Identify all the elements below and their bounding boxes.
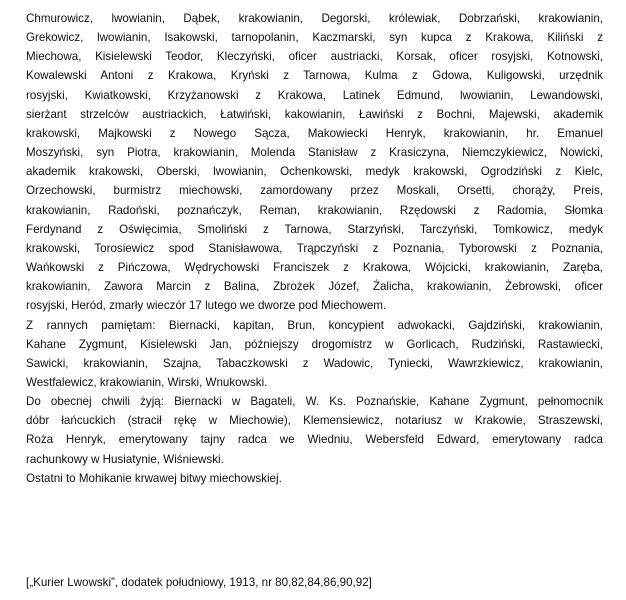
text-line: krakowianin, Zawora Marcin z Balina, Zbrożek Józef, Żalicha, krakowianin, Żebrowski, oficer (26, 280, 603, 294)
text-line: krakowski, Torosiewicz spod Stanisławowa, Trąpczyński z Poznania, Tyborowski z Poznania, (26, 241, 603, 255)
text-line: rachunkowy w Husiatynie, Wiśniewski. (26, 452, 224, 466)
document-body (26, 9, 603, 488)
text-line: Ferdynand z Oświęcimia, Smoliński z Tarnowa, Starzyński, Tarczyński, Tomkowicz, medyk (26, 222, 603, 236)
text-line: Grekowicz, lwowianin, Isakowski, tarnopolanin, Kaczmarski, syn kupca z Krakowa, Kiliński z (26, 31, 603, 45)
text-line: Westfalewicz, krakowianin, Wirski, Wnukowski. (26, 375, 268, 389)
text-line: dóbr łańcuckich (stracił rękę w Miechowie), Klemensiewicz, notariusz w Krakowie, Straszewski, (26, 414, 603, 428)
text-line: Miechowa, Kisielewski Teodor, Kleczyński, oficer austriacki, Korsak, oficer rosyjski, Kotnowski, (26, 50, 603, 64)
text-line: rosyjski, Heród, zmarły wieczór 17 lutego we dworze pod Miechowem. (26, 299, 387, 313)
text-line: Do obecnej chwili żyją: Biernacki w Bagateli, W. Ks. Poznańskie, Kahane Zygmunt, pełnomocnik (26, 395, 603, 409)
text-line: Wańkowski z Pińczowa, Wędrychowski Franciszek z Krakowa, Wójcicki, krakowianin, Zaręba, (26, 261, 603, 275)
source-citation: [„Kurier Lwowski”, dodatek południowy, 1913, nr 80,82,84,86,90,92] (26, 576, 372, 589)
text-line: Chmurowicz, lwowianin, Dąbek, krakowianin, Degorski, królewiak, Dobrzański, krakowianin, (26, 12, 603, 25)
text-line: krakowianin, Radoński, poznańczyk, Reman, krakowianin, Rzędowski z Radomia, Słomka (26, 203, 603, 217)
text-line: Roża Henryk, emerytowany tajny radca we Wiedniu, Webersfeld Edward, emerytowany radca (26, 433, 603, 447)
text-line: Ostatni to Mohikanie krwawej bitwy miechowskiej. (26, 471, 282, 485)
text-line: krakowski, Majkowski z Nowego Sącza, Makowiecki Henryk, krakowianin, hr. Emanuel (26, 126, 603, 140)
text-line: Kahane Zygmunt, Kisielewski Jan, późniejszy drogomistrz w Gorlicach, Rudziński, Rastawiecki, (26, 337, 603, 351)
text-line: Moszyński, syn Piotra, krakowianin, Molenda Stanisław z Krasiczyna, Niemczykiewicz, Nowicki, (26, 146, 603, 160)
text-line: akademik krakowski, Oberski, lwowianin, Ochenkowski, medyk krakowski, Ogrodziński z Kielc, (26, 165, 603, 179)
text-line: Sawicki, krakowianin, Szajna, Tabaczkowski z Wadowic, Tyniecki, Wawrzkiewicz, krakowianin, (26, 356, 603, 370)
text-line: Kowalewski Antoni z Krakowa, Kryński z Tarnowa, Kulma z Gdowa, Kuligowski, urzędnik (26, 69, 603, 83)
paragraph-closing-line (26, 469, 603, 488)
text-line: sierżant strzelców austriackich, Łatwiński, kakowianin, Ławiński z Bochni, Majewski, akademik (26, 107, 603, 121)
text-line: Z rannych pamiętam: Biernacki, kapitan, Brun, koncypient adwokacki, Gajdziński, krakowianin, (26, 318, 603, 332)
text-line: rosyjski, Kwiatkowski, Krzyżanowski z Krakowa, Latinek Edmund, lwowianin, Lewandowski, (26, 88, 603, 102)
text-line: Orzechowski, burmistrz miechowski, zamordowany przez Moskali, Orsetti, chorąży, Preis, (26, 184, 603, 198)
paragraph-wounded-list (26, 316, 603, 393)
paragraph-killed-list (26, 9, 603, 316)
paragraph-survivors-list (26, 392, 603, 469)
